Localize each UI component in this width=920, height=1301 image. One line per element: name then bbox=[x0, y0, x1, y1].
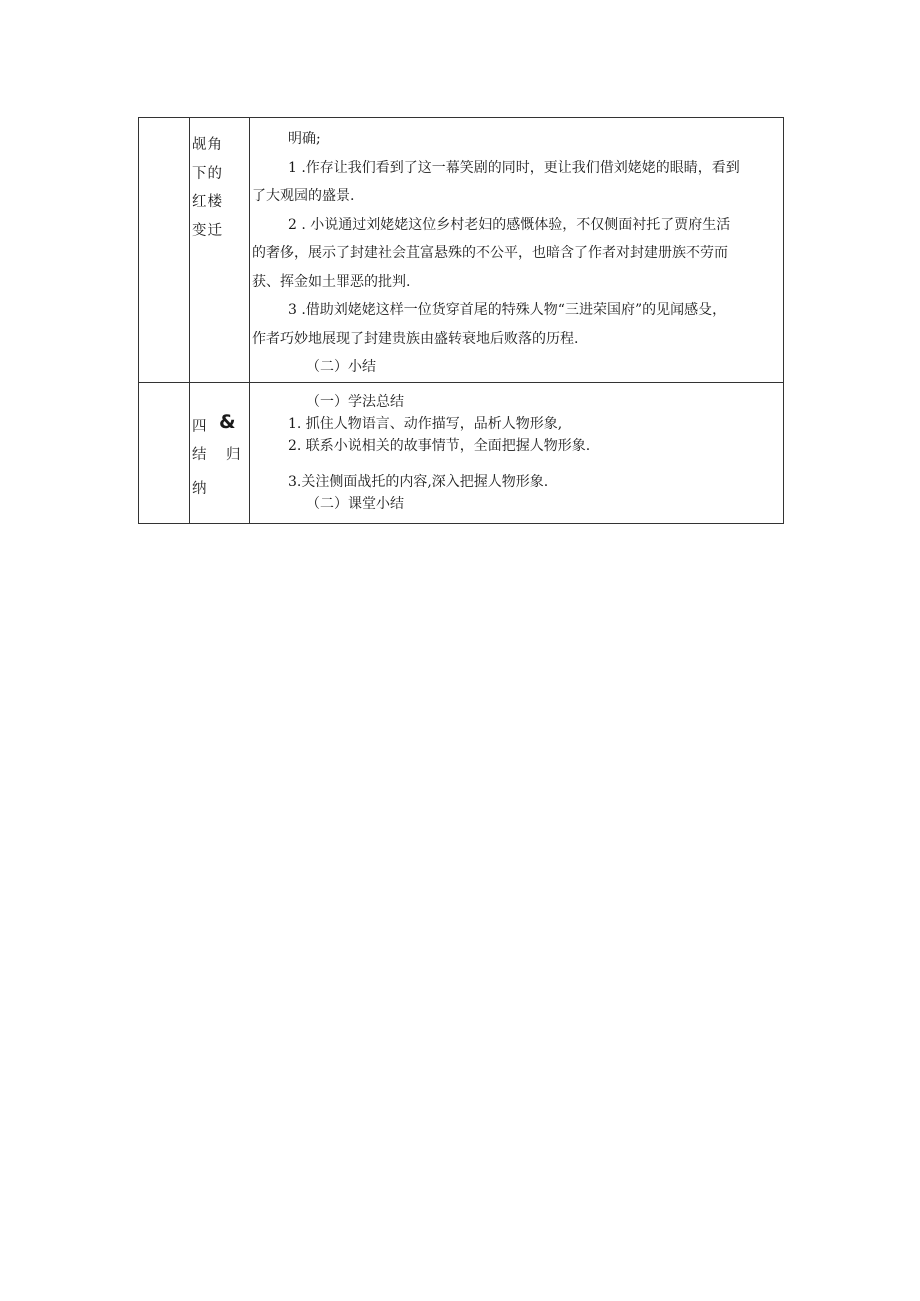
section-label-line: 红楼 bbox=[192, 194, 223, 210]
table-row bbox=[139, 382, 784, 523]
method-item: 3.关注侧面战托的内容,深入把握人物形象. bbox=[288, 473, 549, 490]
point-2-line: 的奢侈，展示了封建社会苴富悬殊的不公平，也暗含了作者对封建册族不劳而 bbox=[252, 245, 728, 261]
section-label-line: 觇角 bbox=[192, 137, 223, 153]
class-summary-heading: （二）课堂小结 bbox=[306, 495, 404, 512]
summary-heading: （二）小结 bbox=[306, 359, 376, 375]
point-1-line: 了大观园的盛景. bbox=[252, 188, 355, 204]
point-3-line: 作者巧妙地展现了封建贵族由盛转衰地后败落的历程. bbox=[252, 330, 579, 347]
point-1-line: 1 .作存让我们看到了这一幕笑剧的同时，更让我们借刘姥姥的眼睛，看到 bbox=[288, 159, 740, 176]
method-item: 2. 联系小说相关的故事情节，全面把握人物形象. bbox=[288, 437, 591, 454]
section-label-line: 变迁 bbox=[192, 222, 223, 239]
empty-cell bbox=[139, 118, 190, 383]
ampersand-symbol: & bbox=[219, 410, 236, 433]
point-2-line: 获、挥金如土罪恶的批判. bbox=[252, 273, 411, 290]
point-3-line: 3 .借助刘姥姥这样一位货穿首尾的特殊人物“三进荣国府”的见闻感殳， bbox=[288, 302, 727, 318]
section-label-char: 结 bbox=[192, 446, 207, 463]
lesson-table bbox=[138, 117, 784, 524]
section-label-char: 归 bbox=[226, 446, 241, 463]
point-2-line: 2 . 小说通过刘姥姥这位乡村老妇的感慨体验，不仅侧面衬托了贾府生活 bbox=[288, 216, 731, 233]
method-item: 1. 抓住人物语言、动作描写，品析人物形象, bbox=[288, 415, 563, 432]
section-label-char: 四 bbox=[192, 418, 207, 435]
content-cell bbox=[250, 118, 784, 383]
mingque-heading: 明确; bbox=[288, 131, 321, 147]
table-row bbox=[139, 118, 784, 383]
section-label-cell bbox=[190, 118, 250, 383]
content-cell bbox=[250, 382, 784, 523]
section-label-line: 下的 bbox=[192, 165, 223, 182]
empty-cell bbox=[139, 382, 190, 523]
section-label-char: 纳 bbox=[192, 480, 207, 497]
method-summary-heading: （一）学法总结 bbox=[306, 393, 404, 410]
section-label-cell bbox=[190, 382, 250, 523]
